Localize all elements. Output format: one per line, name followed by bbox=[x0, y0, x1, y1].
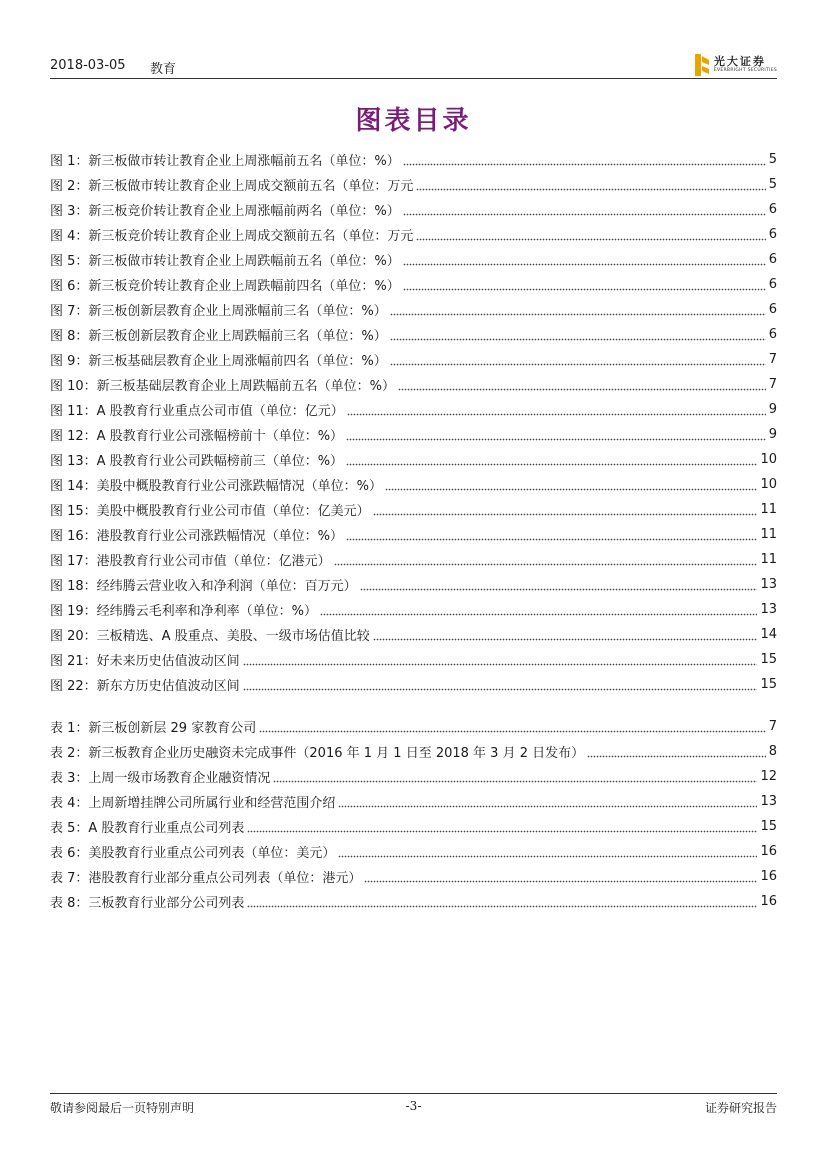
toc-entry-label[interactable]: 表 6：美股教育行业重点公司列表（单位：美元） bbox=[50, 846, 336, 861]
footer-report-type: 证券研究报告 bbox=[704, 1101, 777, 1115]
toc-leader-dots bbox=[347, 406, 766, 416]
toc-entry-label[interactable]: 图 9：新三板基础层教育企业上周涨幅前四名（单位：%） bbox=[50, 354, 387, 369]
toc-leader-dots bbox=[243, 656, 758, 666]
toc-entry-label[interactable]: 图 8：新三板创新层教育企业上周跌幅前三名（单位：%） bbox=[50, 329, 387, 344]
toc-leader-dots bbox=[247, 898, 757, 908]
toc-leader-dots bbox=[346, 431, 766, 441]
logo-chinese-name: 光大证券 bbox=[713, 55, 766, 69]
figure-toc-entry[interactable] bbox=[50, 197, 777, 222]
figure-toc-entry[interactable] bbox=[50, 622, 777, 647]
table-toc-entry[interactable] bbox=[50, 714, 777, 739]
header-category: 教育 bbox=[150, 62, 177, 77]
toc-entry-label[interactable]: 表 3：上周一级市场教育企业融资情况 bbox=[50, 771, 271, 786]
toc-entry-label[interactable]: 图 21：好未来历史估值波动区间 bbox=[50, 654, 240, 669]
toc-leader-dots bbox=[346, 531, 757, 541]
toc-entry-label[interactable]: 图 14：美股中概股教育行业公司涨跌幅情况（单位：%） bbox=[50, 479, 383, 494]
toc-leader-dots bbox=[403, 256, 766, 266]
toc-entry-label[interactable]: 图 12：A 股教育行业公司涨幅榜前十（单位：%） bbox=[50, 429, 344, 444]
figure-toc-entry[interactable] bbox=[50, 272, 777, 297]
toc-entry-label[interactable]: 图 1：新三板做市转让教育企业上周涨幅前五名（单位：%） bbox=[50, 154, 400, 169]
toc-page-number[interactable]: 7 bbox=[768, 719, 777, 734]
figure-toc-entry[interactable] bbox=[50, 572, 777, 597]
toc-page-number[interactable]: 9 bbox=[768, 427, 777, 442]
toc-entry-label[interactable]: 表 1：新三板创新层 29 家教育公司 bbox=[50, 721, 257, 736]
toc-page-number[interactable]: 10 bbox=[760, 452, 777, 467]
toc-page-number[interactable]: 8 bbox=[768, 744, 777, 759]
toc-page-number[interactable]: 7 bbox=[768, 352, 777, 367]
toc-page-number[interactable]: 13 bbox=[760, 577, 777, 592]
toc-leader-dots bbox=[385, 481, 757, 491]
figure-toc-entry[interactable] bbox=[50, 147, 777, 172]
toc-page-number[interactable]: 13 bbox=[760, 602, 777, 617]
figure-toc-entry[interactable] bbox=[50, 172, 777, 197]
toc-leader-dots bbox=[360, 581, 758, 591]
figure-toc-entry[interactable] bbox=[50, 347, 777, 372]
toc-entry-label[interactable]: 图 16：港股教育行业公司涨跌幅情况（单位：%） bbox=[50, 529, 344, 544]
toc-entry-label[interactable]: 表 8：三板教育行业部分公司列表 bbox=[50, 896, 245, 911]
toc-entry-label[interactable]: 图 22：新东方历史估值波动区间 bbox=[50, 679, 240, 694]
figure-toc-entry[interactable] bbox=[50, 222, 777, 247]
toc-entry-label[interactable]: 图 10：新三板基础层教育企业上周跌幅前五名（单位：%） bbox=[50, 379, 396, 394]
toc-page-number[interactable]: 16 bbox=[760, 894, 777, 909]
toc-entry-label[interactable]: 图 17：港股教育行业公司市值（单位：亿港元） bbox=[50, 554, 331, 569]
toc-page-number[interactable]: 15 bbox=[760, 819, 777, 834]
toc-page-number[interactable]: 6 bbox=[768, 302, 777, 317]
toc-leader-dots bbox=[416, 231, 765, 241]
toc-page-number[interactable]: 10 bbox=[760, 477, 777, 492]
page-header bbox=[50, 56, 777, 78]
figure-toc-entry[interactable] bbox=[50, 672, 777, 697]
toc-leader-dots bbox=[273, 773, 757, 783]
toc-page-number[interactable]: 15 bbox=[760, 677, 777, 692]
figure-toc-entry[interactable] bbox=[50, 247, 777, 272]
toc-entry-label[interactable]: 图 18：经纬腾云营业收入和净利润（单位：百万元） bbox=[50, 579, 357, 594]
toc-page-number[interactable]: 6 bbox=[768, 327, 777, 342]
header-divider bbox=[50, 78, 777, 79]
table-toc-entry[interactable] bbox=[50, 839, 777, 864]
figure-toc-entry[interactable] bbox=[50, 547, 777, 572]
toc-entry-label[interactable]: 图 5：新三板做市转让教育企业上周跌幅前五名（单位：%） bbox=[50, 254, 400, 269]
figure-toc-entry[interactable] bbox=[50, 322, 777, 347]
toc-entry-label[interactable]: 图 13：A 股教育行业公司跌幅榜前三（单位：%） bbox=[50, 454, 344, 469]
figures-toc bbox=[50, 147, 777, 697]
figure-toc-entry[interactable] bbox=[50, 422, 777, 447]
toc-page-number[interactable]: 7 bbox=[768, 377, 777, 392]
toc-entry-label[interactable]: 图 7：新三板创新层教育企业上周涨幅前三名（单位：%） bbox=[50, 304, 387, 319]
toc-entry-label[interactable]: 图 3：新三板竞价转让教育企业上周涨幅前两名（单位：%） bbox=[50, 204, 400, 219]
toc-page-number[interactable]: 5 bbox=[768, 152, 777, 167]
table-toc-entry[interactable] bbox=[50, 864, 777, 889]
toc-entry-label[interactable]: 图 4：新三板竞价转让教育企业上周成交额前五名（单位：万元 bbox=[50, 229, 414, 244]
toc-entry-label[interactable]: 图 19：经纬腾云毛利率和净利率（单位：%） bbox=[50, 604, 318, 619]
toc-page-number[interactable]: 11 bbox=[760, 527, 777, 542]
footer-divider bbox=[50, 1093, 777, 1094]
toc-entry-label[interactable]: 表 2：新三板教育企业历史融资未完成事件（2016 年 1 月 1 日至 2018 年 3 月 2 日发布） bbox=[50, 746, 585, 761]
toc-entry-label[interactable]: 表 5：A 股教育行业重点公司列表 bbox=[50, 821, 245, 836]
toc-leader-dots bbox=[346, 456, 757, 466]
table-toc-entry[interactable] bbox=[50, 739, 777, 764]
toc-page-number[interactable]: 14 bbox=[760, 627, 777, 642]
toc-page-number[interactable]: 15 bbox=[760, 652, 777, 667]
page-footer bbox=[50, 1099, 777, 1117]
toc-leader-dots bbox=[259, 723, 766, 733]
toc-page-number[interactable]: 16 bbox=[760, 869, 777, 884]
toc-leader-dots bbox=[390, 306, 766, 316]
footer-page-number: -3- bbox=[405, 1099, 422, 1113]
toc-page-number[interactable]: 11 bbox=[760, 502, 777, 517]
figure-toc-entry[interactable] bbox=[50, 472, 777, 497]
toc-entry-label[interactable]: 表 4：上周新增挂牌公司所属行业和经营范围介绍 bbox=[50, 796, 336, 811]
toc-leader-dots bbox=[338, 848, 757, 858]
tables-toc bbox=[50, 714, 777, 914]
figure-toc-entry[interactable] bbox=[50, 372, 777, 397]
figure-toc-entry[interactable] bbox=[50, 297, 777, 322]
table-toc-entry[interactable] bbox=[50, 889, 777, 914]
toc-leader-dots bbox=[364, 873, 757, 883]
company-logo bbox=[695, 52, 777, 78]
everbright-logo-icon bbox=[695, 54, 709, 76]
toc-leader-dots bbox=[403, 206, 766, 216]
toc-entry-label[interactable]: 图 2：新三板做市转让教育企业上周成交额前五名（单位：万元 bbox=[50, 179, 414, 194]
figure-toc-entry[interactable] bbox=[50, 597, 777, 622]
toc-leader-dots bbox=[243, 681, 758, 691]
toc-page-number[interactable]: 6 bbox=[768, 227, 777, 242]
toc-leader-dots bbox=[403, 281, 766, 291]
footer-disclaimer: 敬请参阅最后一页特别声明 bbox=[50, 1101, 195, 1115]
figure-toc-entry[interactable] bbox=[50, 447, 777, 472]
toc-page-number[interactable]: 13 bbox=[760, 794, 777, 809]
toc-leader-dots bbox=[247, 823, 757, 833]
toc-leader-dots bbox=[338, 798, 757, 808]
page-title: 图表目录 bbox=[355, 106, 472, 136]
figure-toc-entry[interactable] bbox=[50, 647, 777, 672]
toc-entry-label[interactable]: 图 15：美股中概股教育行业公司市值（单位：亿美元） bbox=[50, 504, 370, 519]
toc-leader-dots bbox=[373, 631, 758, 641]
toc-page-number[interactable]: 11 bbox=[760, 552, 777, 567]
toc-entry-label[interactable]: 图 6：新三板竞价转让教育企业上周跌幅前四名（单位：%） bbox=[50, 279, 400, 294]
toc-page-number[interactable]: 9 bbox=[768, 402, 777, 417]
toc-page-number[interactable]: 6 bbox=[768, 252, 777, 267]
figure-toc-entry[interactable] bbox=[50, 397, 777, 422]
toc-entry-label[interactable]: 表 7：港股教育行业部分重点公司列表（单位：港元） bbox=[50, 871, 362, 886]
header-date: 2018-03-05 bbox=[50, 58, 126, 73]
toc-leader-dots bbox=[390, 356, 766, 366]
toc-entry-label[interactable]: 图 20：三板精选、A 股重点、美股、一级市场估值比较 bbox=[50, 629, 370, 644]
toc-leader-dots bbox=[320, 606, 757, 616]
toc-leader-dots bbox=[390, 331, 766, 341]
toc-leader-dots bbox=[403, 156, 766, 166]
toc-page-number[interactable]: 12 bbox=[760, 769, 777, 784]
table-toc-entry[interactable] bbox=[50, 764, 777, 789]
toc-leader-dots bbox=[587, 748, 766, 758]
toc-entry-label[interactable]: 图 11：A 股教育行业重点公司市值（单位：亿元） bbox=[50, 404, 344, 419]
toc-page-number[interactable]: 5 bbox=[768, 177, 777, 192]
toc-leader-dots bbox=[398, 381, 766, 391]
toc-page-number[interactable]: 6 bbox=[768, 277, 777, 292]
toc-page-number[interactable]: 6 bbox=[768, 202, 777, 217]
table-toc-entry[interactable] bbox=[50, 789, 777, 814]
toc-leader-dots bbox=[334, 556, 758, 566]
figure-toc-entry[interactable] bbox=[50, 497, 777, 522]
toc-leader-dots bbox=[416, 181, 765, 191]
figure-toc-entry[interactable] bbox=[50, 522, 777, 547]
logo-english-name: EVERBRIGHT SECURITIES bbox=[713, 68, 777, 74]
table-toc-entry[interactable] bbox=[50, 814, 777, 839]
toc-page-number[interactable]: 16 bbox=[760, 844, 777, 859]
toc-leader-dots bbox=[373, 506, 758, 516]
